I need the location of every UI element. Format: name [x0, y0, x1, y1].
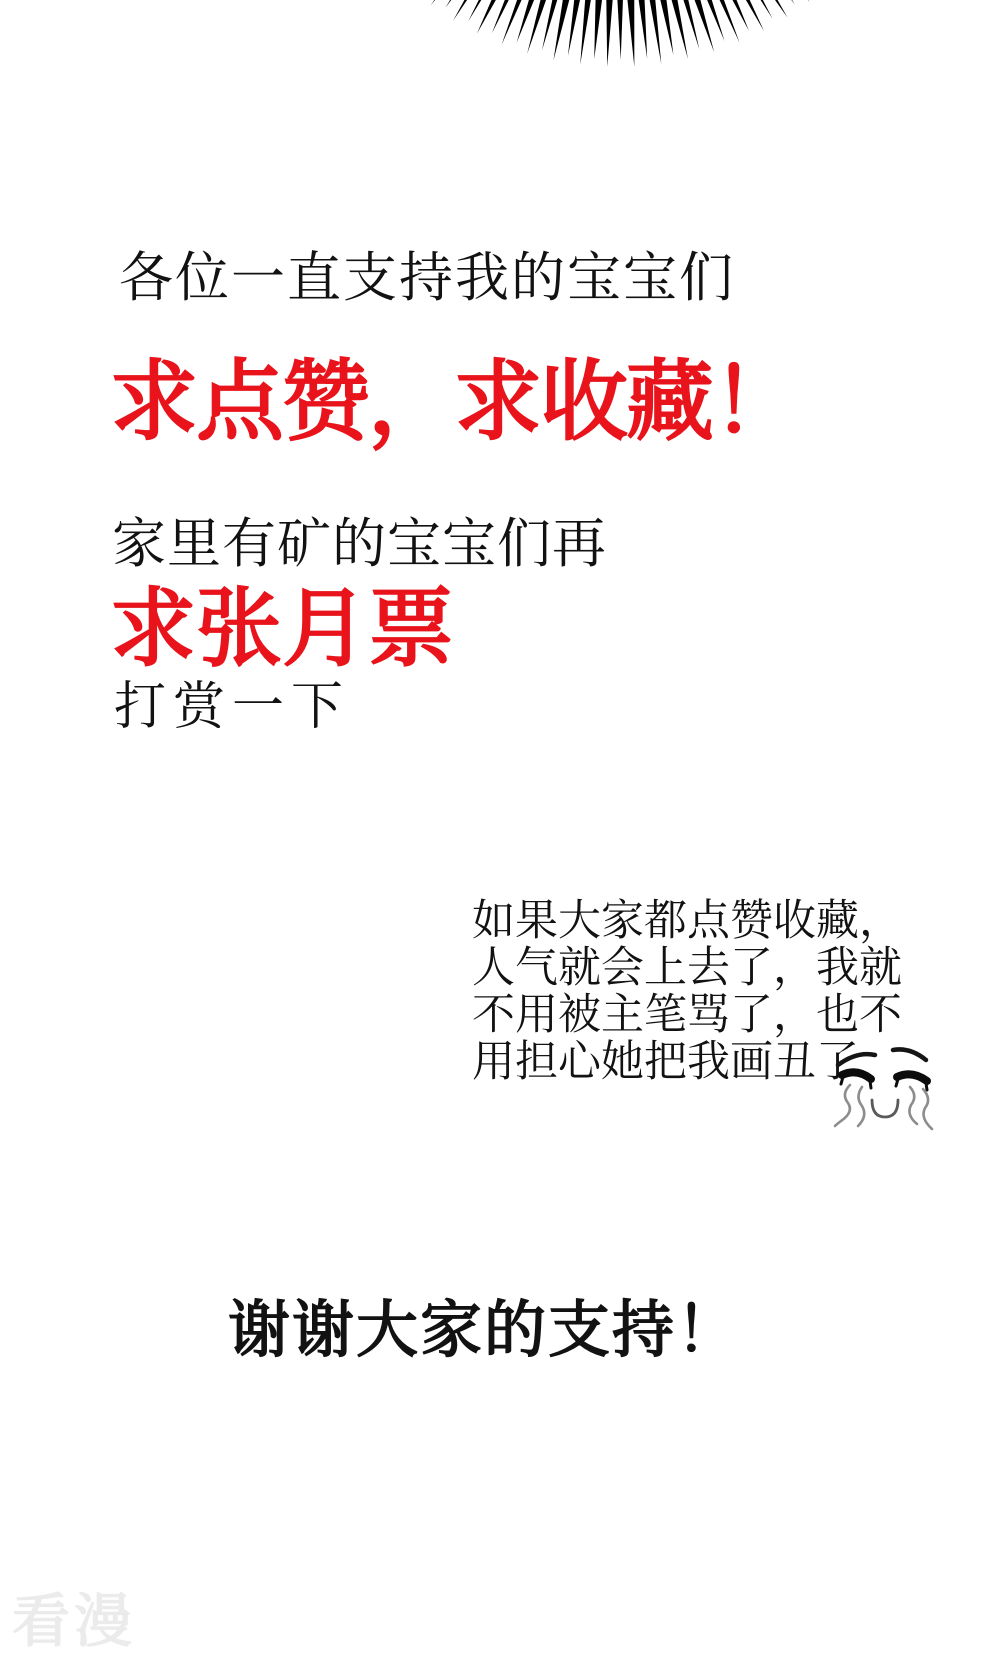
speed-burst-icon: [0, 0, 1000, 200]
monthly-ticket-appeal-text: 求张月票: [110, 581, 454, 677]
greeting-text: 各位一直支持我的宝宝们: [119, 248, 735, 308]
rich-readers-text: 家里有矿的宝宝们再: [112, 514, 607, 574]
like-collect-appeal-text: 求点赞，求收藏！: [110, 352, 799, 451]
aside-line: 不用被主笔骂了，也不: [472, 991, 902, 1039]
aside-line: 人气就会上去了，我就: [472, 944, 902, 992]
artist-aside-text: [472, 898, 902, 1086]
aside-line: 如果大家都点赞收藏，: [472, 897, 902, 945]
watermark-kanman: 看漫: [12, 1589, 137, 1654]
tip-request-text: 打赏一下: [114, 678, 351, 736]
aside-line: 用担心她把我画丑了: [472, 1038, 859, 1086]
thanks-text: 谢谢大家的支持！: [228, 1296, 741, 1365]
